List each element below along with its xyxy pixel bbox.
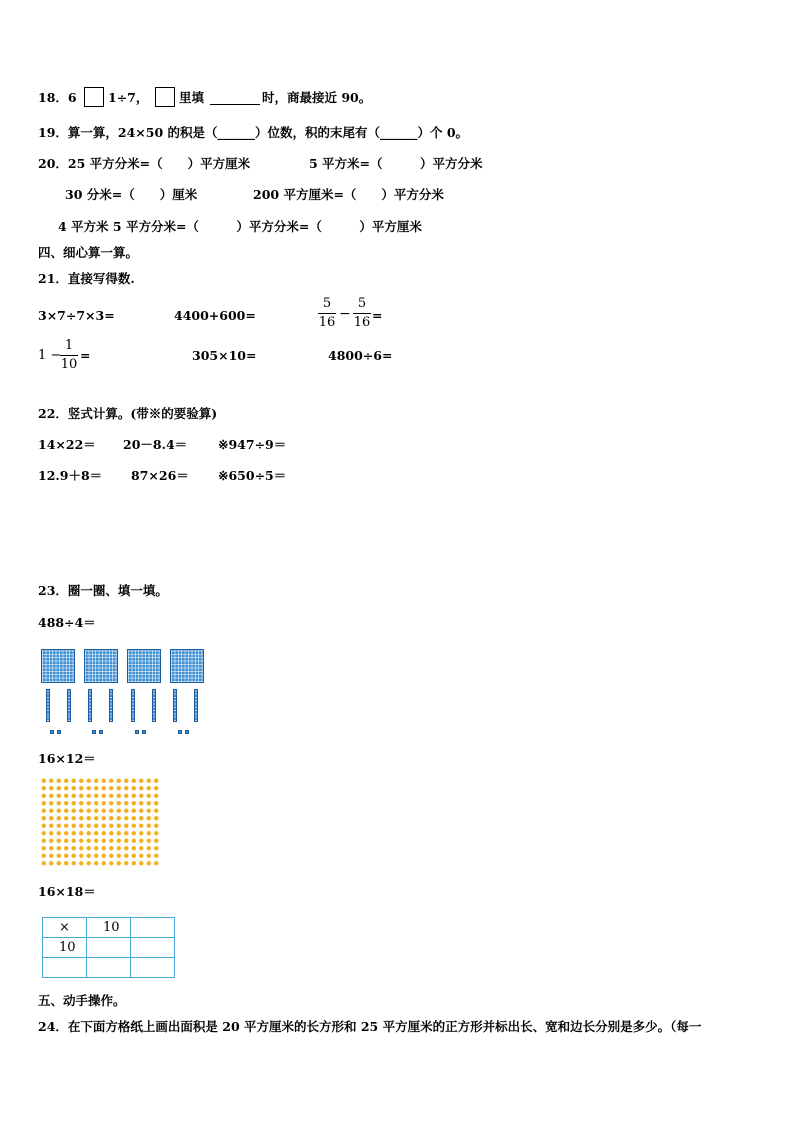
- hundred-block: [170, 649, 204, 683]
- q21-expr-2: 4400+600=: [174, 308, 256, 323]
- ten-rod: [67, 689, 71, 722]
- table-cell[interactable]: [131, 958, 175, 978]
- q22-expr-5: 87×26＝: [131, 468, 189, 483]
- q21-title: 21．直接写得数.: [38, 271, 135, 286]
- q21-fraction-1-denominator: 16: [318, 315, 336, 330]
- q18-number: 18．6: [38, 90, 77, 105]
- q20-row1-a: 20．25 平方分米=（ ）平方厘米: [38, 156, 251, 171]
- q21-fraction-2-denominator: 16: [353, 315, 371, 330]
- hundred-block: [41, 649, 75, 683]
- q18-fill-label: 里填: [179, 90, 205, 105]
- q22-expr-2: 20－8.4＝: [123, 437, 188, 452]
- q21-minus-sign: −: [339, 306, 351, 322]
- ten-rod: [152, 689, 156, 722]
- q21-fraction-2-numerator: 5: [357, 296, 367, 311]
- q18-answer-box-2[interactable]: [155, 87, 175, 107]
- table-cell: ×: [43, 918, 87, 938]
- unit-cube: [50, 730, 54, 734]
- q21-fraction-2: [352, 296, 372, 331]
- table-cell[interactable]: [131, 938, 175, 958]
- q21-equals-1: =: [372, 308, 383, 323]
- table-cell[interactable]: [87, 958, 131, 978]
- unit-cube: [178, 730, 182, 734]
- section-5-heading: 五、动手操作。: [38, 993, 126, 1008]
- ten-rod: [194, 689, 198, 722]
- fraction-bar: [60, 355, 78, 356]
- q21-expr-6: 4800÷6=: [328, 348, 393, 363]
- q24-text: 24．在下面方格纸上画出面积是 20 平方厘米的长方形和 25 平方厘米的正方形并标出长、宽和边长分别是多少。（每一: [38, 1019, 702, 1034]
- q23-expr-1: 488÷4＝: [38, 615, 96, 630]
- q18-end-text: 时，商最接近 90。: [262, 90, 372, 105]
- q21-expr-4-prefix: 1 −: [38, 348, 62, 363]
- q21-fraction-3-denominator: 10: [60, 357, 78, 372]
- q19-text: 19．算一算，24×50 的积是（______）位数，积的末尾有（______）个 0。: [38, 125, 469, 140]
- q21-fraction-1: [317, 296, 337, 331]
- table-cell: 10: [43, 938, 87, 958]
- q23-expr-3: 16×18＝: [38, 884, 96, 899]
- q21-expr-5: 305×10=: [192, 348, 257, 363]
- table-cell[interactable]: [87, 938, 131, 958]
- q18-divisor: 1÷7，: [108, 90, 149, 105]
- table-cell[interactable]: [131, 918, 175, 938]
- q21-fraction-1-numerator: 5: [322, 296, 332, 311]
- hundred-block: [84, 649, 118, 683]
- unit-cube: [142, 730, 146, 734]
- q18-answer-box-1[interactable]: [84, 87, 104, 107]
- unit-cube: [92, 730, 96, 734]
- q22-expr-4: 12.9＋8＝: [38, 468, 103, 483]
- q20-row1-b: 5 平方米=（ ）平方分米: [309, 156, 483, 171]
- q21-fraction-3-numerator: 1: [64, 338, 74, 353]
- q20-row2-b: 200 平方厘米=（ ）平方分米: [253, 187, 444, 202]
- ten-rod: [88, 689, 92, 722]
- q20-row2-a: 30 分米=（ ）厘米: [65, 187, 198, 202]
- fraction-bar: [353, 313, 371, 314]
- ten-rod: [46, 689, 50, 722]
- table-cell[interactable]: [43, 958, 87, 978]
- ten-rod: [109, 689, 113, 722]
- q21-fraction-3: [59, 338, 79, 373]
- ten-rod: [131, 689, 135, 722]
- unit-cube: [135, 730, 139, 734]
- q20-row3: 4 平方米 5 平方分米=（ ）平方分米=（ ）平方厘米: [58, 219, 422, 234]
- q18-blank[interactable]: [210, 104, 260, 105]
- hundred-block: [127, 649, 161, 683]
- multiplication-table: [42, 917, 175, 978]
- q22-expr-6: ※650÷5＝: [218, 468, 287, 483]
- fraction-bar: [318, 313, 336, 314]
- q23-expr-2: 16×12＝: [38, 751, 96, 766]
- section-4-heading: 四、细心算一算。: [38, 245, 139, 260]
- q22-expr-1: 14×22＝: [38, 437, 96, 452]
- q21-equals-4: =: [80, 348, 91, 363]
- q23-title: 23．圈一圈、填一填。: [38, 583, 168, 598]
- q22-expr-3: ※947÷9＝: [218, 437, 287, 452]
- unit-cube: [99, 730, 103, 734]
- unit-cube: [185, 730, 189, 734]
- dot-array: [40, 777, 160, 867]
- ten-rod: [173, 689, 177, 722]
- table-cell: 10: [87, 918, 131, 938]
- q21-expr-1: 3×7÷7×3=: [38, 308, 115, 323]
- unit-cube: [57, 730, 61, 734]
- q22-title: 22．竖式计算。(带※的要验算): [38, 406, 218, 421]
